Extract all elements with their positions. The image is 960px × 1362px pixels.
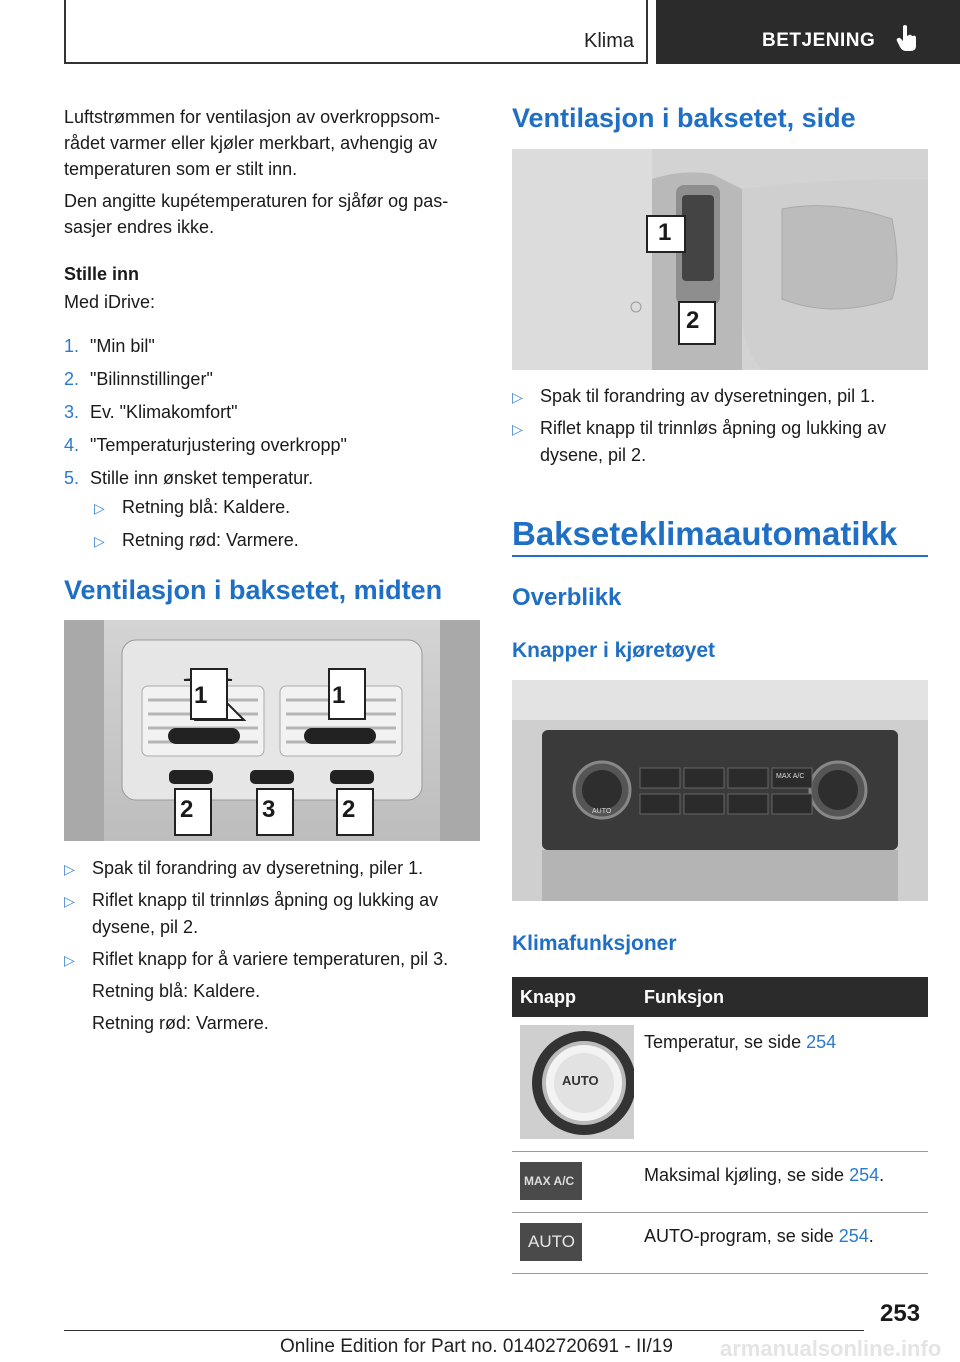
step-number: 2. (64, 369, 80, 389)
function-tail: . (868, 1226, 874, 1246)
triangle-bullet-icon: ▷ (64, 952, 75, 968)
triangle-bullet-icon: ▷ (94, 500, 105, 516)
step-item (64, 366, 347, 399)
para-line: Luftstrømmen for ventilasjon av overkroppsom- (64, 107, 441, 127)
climate-panel-illustration (512, 680, 928, 901)
header-chapter-box (656, 0, 960, 64)
step-number: 5. (64, 468, 80, 488)
para-line: Den angitte kupétemperaturen for sjåfør og pas- (64, 191, 449, 211)
steps-list (64, 333, 347, 498)
heading-overblikk: Overblikk (512, 584, 622, 611)
arrow-label: 1 (194, 682, 208, 709)
substeps-list (94, 494, 299, 560)
arrow-label: 2 (180, 796, 194, 823)
arrow-label: 2 (686, 307, 700, 334)
step-item (64, 333, 347, 366)
row-function (644, 1162, 884, 1188)
icon-label: AUTO (562, 1073, 599, 1088)
bullet-text: Riflet knapp til trinnløs åpning og lukking av (92, 890, 439, 910)
bullet-item (512, 415, 932, 442)
triangle-bullet-icon: ▷ (64, 861, 75, 877)
edition-text: Online Edition for Part no. 01402720691 - II/19 (280, 1336, 673, 1357)
side-vent-figure (512, 149, 928, 370)
max-ac-button-icon (520, 1162, 582, 1200)
bullet-text: Spak til forandring av dyseretningen, pil 1. (540, 386, 876, 406)
second-paragraph (64, 188, 484, 240)
bullet-text-cont: dysene, pil 2. (92, 917, 199, 937)
row-function (644, 1029, 836, 1055)
auto-button-icon (520, 1223, 582, 1261)
bullet-item (64, 887, 484, 914)
page-link[interactable]: 254 (838, 1226, 869, 1246)
step-item (64, 399, 347, 432)
side-vent-illustration (512, 149, 928, 370)
step-text: Ev. "Klimakomfort" (90, 402, 238, 422)
step-number: 1. (64, 336, 80, 356)
arrow-label: 1 (332, 682, 346, 709)
table-header (512, 977, 928, 1017)
heading-klimafunk: Klimafunksjoner (512, 932, 677, 955)
auto-dial-icon (520, 1025, 634, 1139)
step-text: Stille inn ønsket temperatur. (90, 468, 314, 488)
triangle-bullet-icon: ▷ (94, 533, 105, 549)
function-tail: . (879, 1165, 885, 1185)
bullet-item (512, 383, 932, 415)
function-text: AUTO-program, se side (644, 1226, 839, 1246)
panel-auto-label: AUTO (592, 808, 612, 815)
table-row (512, 1017, 928, 1152)
triangle-bullet-icon: ▷ (512, 421, 523, 437)
extra-line: Retning blå: Kaldere. (92, 981, 261, 1001)
arrow-label: 2 (342, 796, 356, 823)
step-text: "Bilinnstillinger" (90, 369, 213, 389)
chapter-title: BETJENING (762, 30, 876, 51)
para-line: sasjer endres ikke. (64, 217, 215, 237)
triangle-bullet-icon: ▷ (64, 893, 75, 909)
col-header-knapp: Knapp (520, 987, 576, 1007)
hand-pointer-icon (896, 24, 918, 52)
set-subtitle: Med iDrive: (64, 292, 156, 312)
function-text: Maksimal kjøling, se side (644, 1165, 850, 1185)
center-vents-figure (64, 620, 480, 841)
footer-rule (64, 1330, 864, 1331)
bullet-item (64, 946, 484, 978)
bullet-text-cont: dysene, pil 2. (540, 445, 647, 465)
icon-label: MAX A/C (524, 1174, 575, 1188)
step-text: "Min bil" (90, 336, 155, 356)
climate-panel-figure (512, 680, 928, 901)
watermark: armanualsonline.info (720, 1336, 942, 1361)
step-number: 3. (64, 402, 80, 422)
table-row (512, 1213, 928, 1274)
set-title: Stille inn (64, 264, 140, 284)
heading-knapper: Knapper i kjøretøyet (512, 639, 716, 662)
side-bullets (512, 383, 932, 468)
icon-label: AUTO (528, 1232, 575, 1251)
substep-text: Retning blå: Kaldere. (122, 497, 291, 517)
extra-line: Retning rød: Varmere. (92, 1013, 269, 1033)
functions-table (512, 977, 928, 1274)
bullet-text: Spak til forandring av dyseretning, piler 1. (92, 858, 424, 878)
bullet-text: Riflet knapp til trinnløs åpning og lukking av (540, 418, 887, 438)
table-row (512, 1152, 928, 1213)
substep-item (94, 494, 299, 527)
row-function (644, 1223, 874, 1249)
page-link[interactable]: 254 (849, 1165, 880, 1185)
page-number: 253 (880, 1300, 921, 1327)
section-title: Klima (583, 30, 634, 52)
arrow-label: 1 (658, 219, 672, 246)
step-text: "Temperaturjustering overkropp" (90, 435, 347, 455)
para-line: temperaturen som er stilt inn. (64, 159, 298, 179)
header-section-box (64, 0, 648, 64)
intro-paragraph (64, 104, 484, 182)
triangle-bullet-icon: ▷ (512, 389, 523, 405)
bullet-text: Riflet knapp for å variere temperaturen, pil 3. (92, 949, 449, 969)
substep-item (94, 527, 299, 560)
heading-underline (512, 555, 928, 557)
page-link[interactable]: 254 (806, 1032, 837, 1052)
heading-side: Ventilasjon i baksetet, side (512, 103, 856, 133)
heading-bakseteklima: Bakseteklimaautomatikk (512, 515, 898, 552)
para-line: rådet varmer eller kjøler merkbart, avhengig av (64, 133, 438, 153)
step-number: 4. (64, 435, 80, 455)
heading-midten: Ventilasjon i baksetet, midten (64, 575, 443, 605)
bullet-item (64, 855, 484, 887)
midten-bullets (64, 855, 484, 1042)
panel-maxac-label: MAX A/C (776, 773, 805, 780)
substep-text: Retning rød: Varmere. (122, 530, 299, 550)
function-text: Temperatur, se side (644, 1032, 807, 1052)
step-item (64, 432, 347, 465)
arrow-label: 3 (262, 796, 276, 823)
col-header-funksjon: Funksjon (644, 987, 724, 1007)
